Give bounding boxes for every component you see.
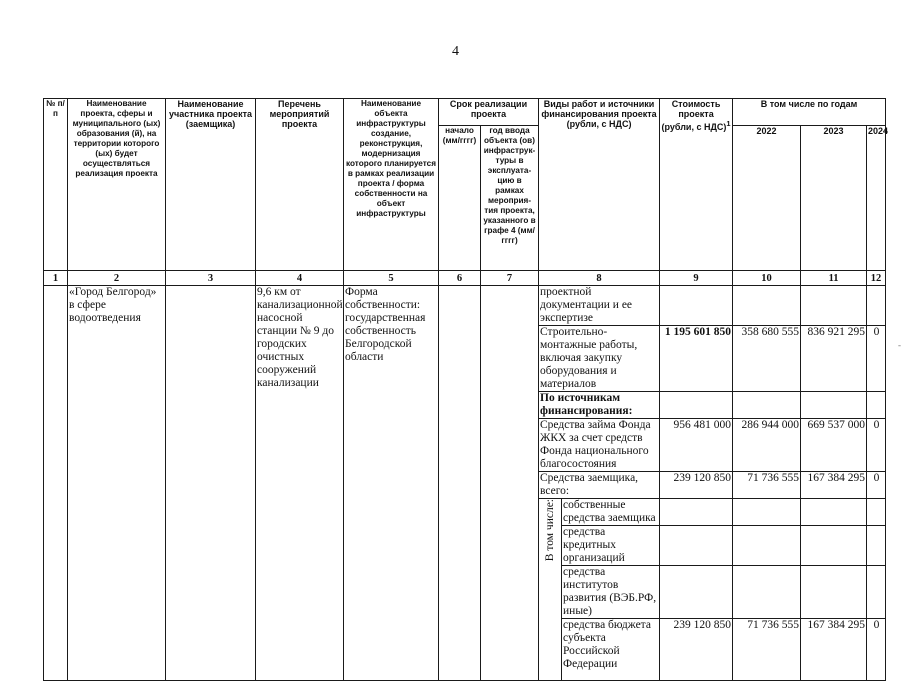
column-number: 3 — [166, 271, 256, 286]
row-label: Средства займа Фонда ЖКХ за счет средств Фонда национального благосостояния — [539, 419, 660, 472]
participant-cell — [166, 286, 256, 681]
row-2024 — [867, 499, 886, 526]
project-table — [43, 98, 889, 681]
row-2024 — [867, 566, 886, 619]
including-label: В том числе: — [544, 499, 557, 562]
row-2023: 836 921 295 — [801, 326, 867, 392]
row-2023 — [801, 392, 867, 419]
row-2024: 0 — [867, 419, 886, 472]
header-cost — [660, 99, 733, 271]
row-total — [660, 392, 733, 419]
margin-mark: - — [898, 340, 901, 350]
header-participant: Наименование участника проекта (заемщика) — [166, 99, 256, 271]
header-year-2024: 2024 — [867, 126, 886, 271]
row-label: Строительно-монтажные работы, включая закупку оборудования и материалов — [539, 326, 660, 392]
row-2024 — [867, 526, 886, 566]
row-2024 — [867, 392, 886, 419]
row-label: собственные средства заемщика — [562, 499, 660, 526]
row-2024: 0 — [867, 619, 886, 681]
row-2022 — [733, 392, 801, 419]
measure-description: 9,6 км от канализационной насосной станции № 9 до городских очистных сооружений канализации — [256, 286, 344, 681]
page-number: 4 — [452, 44, 459, 59]
row-total — [660, 526, 733, 566]
project-name: «Город Белгород» в сфере водоотведения — [68, 286, 166, 681]
row-2022 — [733, 566, 801, 619]
row-total: 239 120 850 — [660, 472, 733, 499]
column-number: 11 — [801, 271, 867, 286]
column-number: 8 — [539, 271, 660, 286]
column-number: 7 — [481, 271, 539, 286]
row-label: По источникам финансирования: — [539, 392, 660, 419]
column-number: 6 — [439, 271, 481, 286]
header-project-name: Наименование проекта, сферы и муниципального (ых) образования (й), на территории которого (ых) будет осуществляться реализация проекта — [68, 99, 166, 271]
row-2022: 71 736 555 — [733, 472, 801, 499]
column-number: 9 — [660, 271, 733, 286]
column-number: 10 — [733, 271, 801, 286]
object-ownership: Форма собственности: государственная собственность Белгородской области — [344, 286, 439, 681]
row-label: проектной документации и ее экспертизе — [539, 286, 660, 326]
row-2023 — [801, 499, 867, 526]
row-2024: 0 — [867, 472, 886, 499]
table-row — [44, 286, 886, 326]
row-2023: 167 384 295 — [801, 619, 867, 681]
column-number: 12 — [867, 271, 886, 286]
cell-number — [44, 286, 68, 681]
header-cost-text: Стоимость проекта (рубли, с НДС) — [661, 99, 727, 132]
row-2022: 286 944 000 — [733, 419, 801, 472]
row-label: Средства заемщика, всего: — [539, 472, 660, 499]
row-total: 239 120 850 — [660, 619, 733, 681]
row-total — [660, 566, 733, 619]
header-measures: Перечень мероприятий проекта — [256, 99, 344, 271]
column-number: 1 — [44, 271, 68, 286]
row-2022 — [733, 526, 801, 566]
row-label: средства институтов развития (ВЭБ.РФ, иные) — [562, 566, 660, 619]
row-2023 — [801, 566, 867, 619]
column-number: 5 — [344, 271, 439, 286]
column-number: 4 — [256, 271, 344, 286]
row-2022 — [733, 286, 801, 326]
header-commission-year: год ввода объекта (ов) инфраструк-туры в эксплуата-цию в рамках мероприя-тия проекта, указанного в графе 4 (мм/гггг) — [481, 126, 539, 271]
row-total: 956 481 000 — [660, 419, 733, 472]
header-year-2022: 2022 — [733, 126, 801, 271]
row-2022: 358 680 555 — [733, 326, 801, 392]
header-works: Виды работ и источники финансирования проекта (рубли, с НДС) — [539, 99, 660, 271]
row-2024 — [867, 286, 886, 326]
row-total: 1 195 601 850 — [660, 326, 733, 392]
row-2023: 167 384 295 — [801, 472, 867, 499]
header-years-group: В том числе по годам — [733, 99, 886, 126]
start-date-cell — [439, 286, 481, 681]
header-cost-sup: 1 — [726, 119, 731, 128]
column-number: 2 — [68, 271, 166, 286]
header-object: Наименование объекта инфраструктуры создание, реконструкция, модернизация которого планируется в рамках реализации проекта / форма собственности на объект инфраструктуры — [344, 99, 439, 271]
header-number: № п/п — [44, 99, 68, 271]
row-total — [660, 499, 733, 526]
header-period-group: Срок реализации проекта — [439, 99, 539, 126]
header-year-2023: 2023 — [801, 126, 867, 271]
commission-year-cell — [481, 286, 539, 681]
row-2023 — [801, 526, 867, 566]
row-2022 — [733, 499, 801, 526]
header-start: начало (мм/гггг) — [439, 126, 481, 271]
row-label: средства кредитных организаций — [562, 526, 660, 566]
including-label-cell — [539, 499, 562, 681]
row-total — [660, 286, 733, 326]
row-label: средства бюджета субъекта Российской Федерации — [562, 619, 660, 681]
row-2023 — [801, 286, 867, 326]
row-2023: 669 537 000 — [801, 419, 867, 472]
row-2024: 0 — [867, 326, 886, 392]
row-2022: 71 736 555 — [733, 619, 801, 681]
